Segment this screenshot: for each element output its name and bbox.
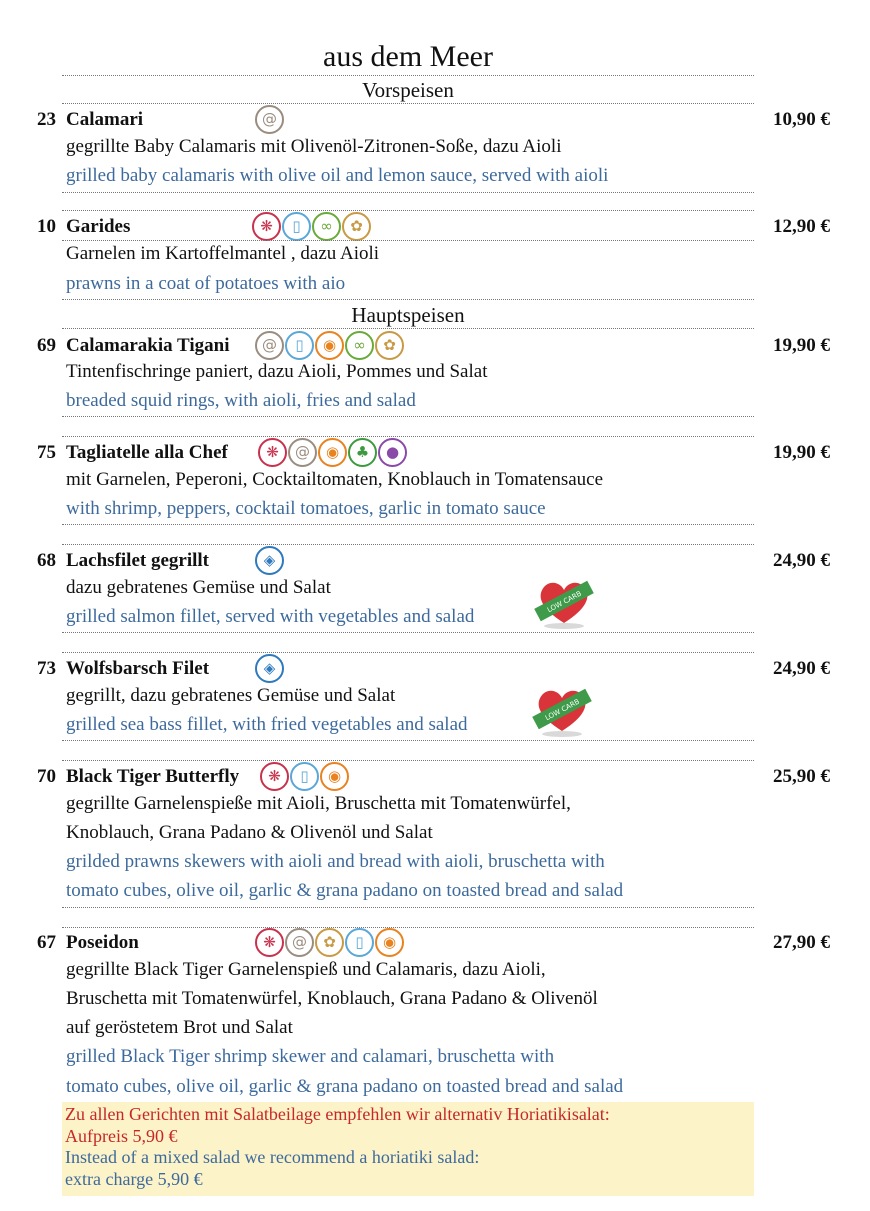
low-carb-badge: [532, 573, 596, 631]
wheat-icon: ✿: [375, 331, 404, 360]
allergen-icons: [260, 762, 349, 792]
divider: [62, 192, 754, 193]
item-number: 73: [37, 658, 56, 679]
egg-icon: ◉: [318, 438, 347, 467]
item-description-en: grilled salmon fillet, served with vegetables and salad: [66, 606, 475, 627]
item-number: 67: [37, 932, 56, 953]
note-en-line-1: Instead of a mixed salad we recommend a horiatiki salad:: [65, 1147, 480, 1167]
milk-icon: ▯: [290, 762, 319, 791]
item-description-en: with shrimp, peppers, cocktail tomatoes, garlic in tomato sauce: [66, 498, 546, 519]
item-price: 24,90 €: [773, 658, 830, 679]
divider: [62, 75, 754, 76]
soy-icon: ∞: [312, 212, 341, 241]
item-number: 70: [37, 766, 56, 787]
item-description-de: gegrillte Garnelenspieße mit Aioli, Bruschetta mit Tomatenwürfel,: [66, 793, 571, 814]
item-description-de: auf geröstetem Brot und Salat: [66, 1017, 293, 1038]
page-title: aus dem Meer: [323, 40, 493, 73]
divider: [62, 436, 754, 437]
item-description-de: Knoblauch, Grana Padano & Olivenöl und Salat: [66, 822, 433, 843]
item-description-de: gegrillte Baby Calamaris mit Olivenöl-Zitronen-Soße, dazu Aioli: [66, 136, 562, 157]
fish-icon: ◈: [255, 546, 284, 575]
soy-icon: ∞: [345, 331, 374, 360]
salad-note: [62, 1102, 754, 1196]
item-price: 19,90 €: [773, 442, 830, 463]
lobster-icon: ❋: [260, 762, 289, 791]
egg-icon: ◉: [375, 928, 404, 957]
section-heading-mains: Hauptspeisen: [351, 303, 465, 327]
item-number: 23: [37, 109, 56, 130]
item-number: 10: [37, 216, 56, 237]
divider: [62, 328, 754, 329]
low-carb-label: LOW CARB: [545, 589, 583, 615]
wheat-icon: ✿: [315, 928, 344, 957]
snail-icon: @: [255, 105, 284, 134]
milk-icon: ▯: [282, 212, 311, 241]
allergen-icons: [255, 105, 284, 135]
note-de-line-2: Aufpreis 5,90 €: [65, 1125, 178, 1146]
divider: [62, 544, 754, 545]
item-description-en: tomato cubes, olive oil, garlic & grana padano on toasted bread and salad: [66, 1076, 624, 1097]
item-description-en: tomato cubes, olive oil, garlic & grana padano on toasted bread and salad: [66, 880, 624, 901]
item-name: Calamarakia Tigani: [66, 335, 230, 356]
snail-icon: @: [255, 331, 284, 360]
divider: [62, 740, 754, 741]
item-description-en: prawns in a coat of potatoes with aio: [66, 273, 346, 294]
celery-icon: ♣: [348, 438, 377, 467]
milk-icon: ▯: [345, 928, 374, 957]
divider: [62, 927, 754, 928]
item-name: Poseidon: [66, 932, 139, 953]
item-description-en: grilded prawns skewers with aioli and bread with aioli, bruschetta with: [66, 851, 605, 872]
item-description-de: gegrillte Black Tiger Garnelenspieß und Calamaris, dazu Aioli,: [66, 959, 546, 980]
item-number: 68: [37, 550, 56, 571]
item-description-en: grilled baby calamaris with olive oil and lemon sauce, served with aioli: [66, 165, 609, 186]
fish-icon: ◈: [255, 654, 284, 683]
divider: [62, 299, 754, 300]
item-description-en: grilled Black Tiger shrimp skewer and calamari, bruschetta with: [66, 1046, 555, 1067]
item-number: 75: [37, 442, 56, 463]
section-heading-starters: Vorspeisen: [362, 78, 454, 102]
item-name: Calamari: [66, 109, 144, 130]
lobster-icon: ❋: [252, 212, 281, 241]
item-name: Wolfsbarsch Filet: [66, 658, 210, 679]
divider: [62, 652, 754, 653]
snail-icon: @: [285, 928, 314, 957]
low-carb-badge: [530, 681, 594, 739]
divider: [62, 632, 754, 633]
item-price: 10,90 €: [773, 109, 830, 130]
divider: [62, 240, 754, 241]
item-name: Garides: [66, 216, 131, 237]
divider: [62, 524, 754, 525]
item-description-de: Tintenfischringe paniert, dazu Aioli, Pommes und Salat: [66, 361, 488, 382]
item-name: Tagliatelle alla Chef: [66, 442, 228, 463]
item-name: Lachsfilet gegrillt: [66, 550, 209, 571]
item-description-de: mit Garnelen, Peperoni, Cocktailtomaten, Knoblauch in Tomatensauce: [66, 469, 604, 490]
item-description-de: gegrillt, dazu gebratenes Gemüse und Salat: [66, 685, 396, 706]
divider: [62, 760, 754, 761]
item-price: 27,90 €: [773, 932, 830, 953]
item-price: 24,90 €: [773, 550, 830, 571]
allergen-icons: [252, 212, 371, 242]
allergen-icons: [258, 438, 407, 468]
divider: [62, 907, 754, 908]
lobster-icon: ❋: [258, 438, 287, 467]
item-description-en: breaded squid rings, with aioli, fries and salad: [66, 390, 416, 411]
item-price: 19,90 €: [773, 335, 830, 356]
note-de-line-1: Zu allen Gerichten mit Salatbeilage empfehlen wir alternativ Horiatikisalat:: [65, 1104, 610, 1124]
mustard-icon: ●: [378, 438, 407, 467]
wheat-icon: ✿: [342, 212, 371, 241]
item-description-de: Garnelen im Kartoffelmantel , dazu Aioli: [66, 243, 380, 264]
item-price: 25,90 €: [773, 766, 830, 787]
allergen-icons: [255, 546, 284, 576]
egg-icon: ◉: [320, 762, 349, 791]
item-number: 69: [37, 335, 56, 356]
item-name: Black Tiger Butterfly: [66, 766, 240, 787]
item-description-de: dazu gebratenes Gemüse und Salat: [66, 577, 331, 598]
egg-icon: ◉: [315, 331, 344, 360]
item-description-de: Bruschetta mit Tomatenwürfel, Knoblauch, Grana Padano & Olivenöl: [66, 988, 598, 1009]
snail-icon: @: [288, 438, 317, 467]
divider: [62, 416, 754, 417]
allergen-icons: [255, 928, 404, 958]
lobster-icon: ❋: [255, 928, 284, 957]
item-price: 12,90 €: [773, 216, 830, 237]
low-carb-label: LOW CARB: [543, 697, 581, 723]
milk-icon: ▯: [285, 331, 314, 360]
item-description-en: grilled sea bass fillet, with fried vegetables and salad: [66, 714, 468, 735]
note-en-line-2: extra charge 5,90 €: [65, 1168, 203, 1189]
divider: [62, 210, 754, 211]
allergen-icons: [255, 654, 284, 684]
divider: [62, 103, 754, 104]
